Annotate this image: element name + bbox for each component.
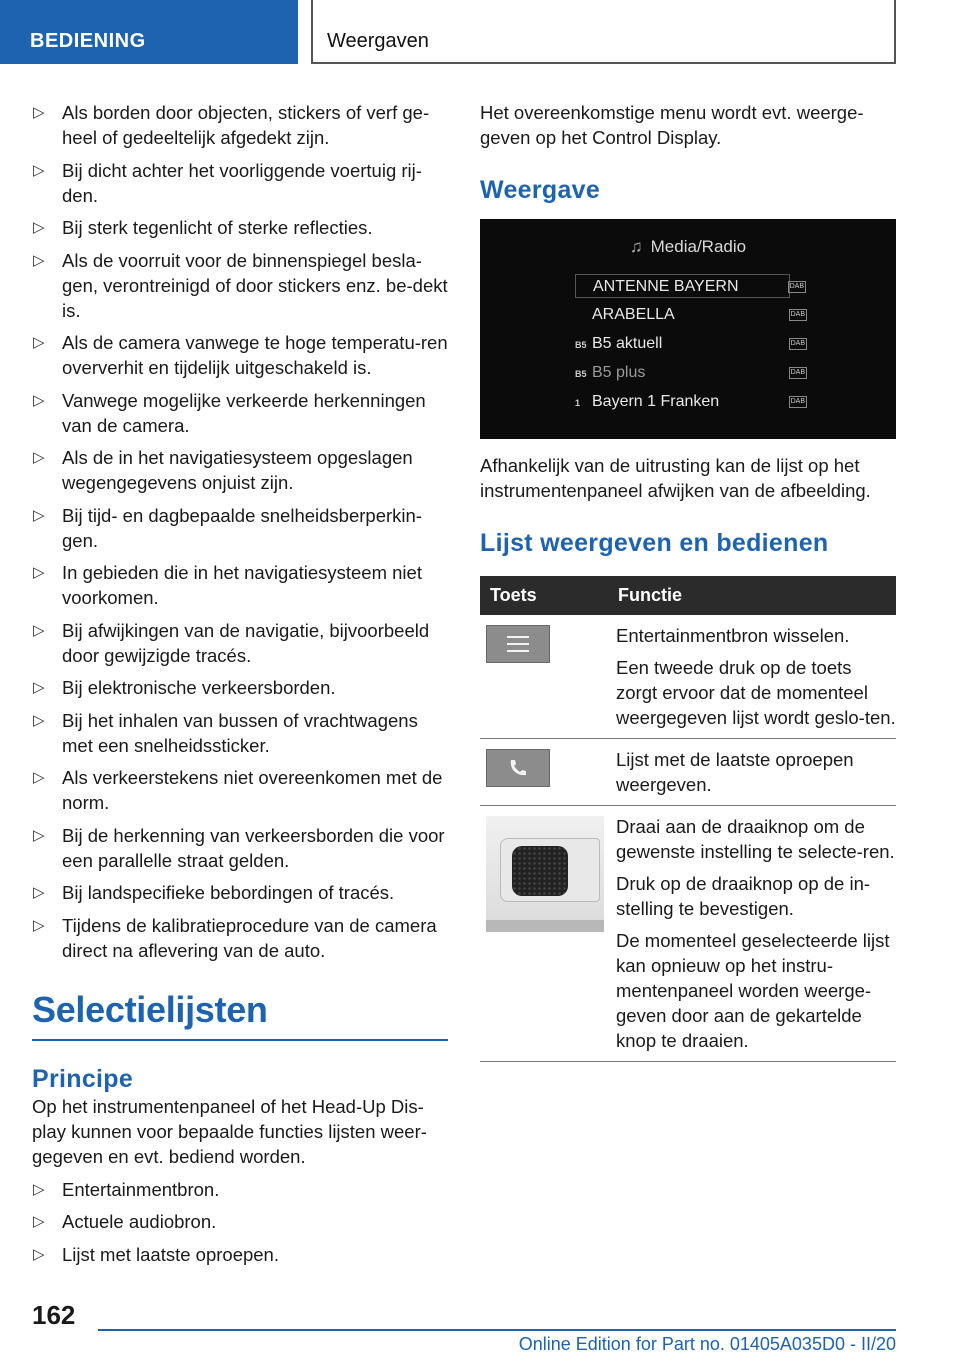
list-item-text: Actuele audiobron. (62, 1211, 217, 1232)
function-text: Entertainmentbron wisselen. (616, 625, 850, 646)
table-row (480, 806, 896, 1062)
table-row (480, 739, 896, 806)
bullet-triangle-icon: ▷ (33, 391, 45, 409)
bullet-triangle-icon: ▷ (33, 1180, 45, 1198)
list-item (32, 708, 448, 758)
media-icon: ♫ (629, 237, 643, 256)
list-item-text: Bij tijd- en dagbepaalde snelheidsberperkin‐gen. (62, 504, 422, 551)
col-header-key: Toets (480, 576, 608, 615)
principle-paragraph: Op het instrumentenpaneel of het Head-Up Dis‐play kunnen voor bepaalde functies lijsten weer‐gegeven en evt. bediend worden. (32, 1095, 427, 1167)
station-row (575, 390, 805, 414)
station-row (575, 361, 805, 385)
list-item-text: Als de in het navigatiesysteem opgeslagen wegengegevens onjuist zijn. (62, 447, 413, 493)
list-item-text: Als borden door objecten, stickers of verf ge‐heel of gedeeltelijk afgedekt zijn. (62, 102, 430, 148)
dab-badge: DAB (788, 281, 806, 293)
station-logo: B5 (575, 340, 587, 350)
function-cell (608, 806, 896, 1062)
list-item (32, 215, 448, 240)
list-item (32, 765, 448, 815)
right-column (480, 100, 896, 1062)
list-item (32, 1242, 448, 1267)
list-item-text: Als verkeerstekens niet overeenkomen met de norm. (62, 767, 443, 813)
bullet-triangle-icon: ▷ (33, 621, 45, 639)
list-item (32, 100, 448, 150)
screen-title-text: Media/Radio (650, 237, 747, 256)
dab-badge: DAB (789, 396, 807, 408)
list-item (32, 248, 448, 323)
function-text: De momenteel geselecteerde lijst kan opnieuw op het instru‐mentenpaneel worden weerge‐geven door aan de gekartelde knop te draaien. (616, 930, 890, 1051)
dab-badge: DAB (789, 367, 807, 379)
station-row (575, 303, 805, 327)
list-item-text: Bij elektronische verkeersborden. (62, 677, 336, 698)
keys-table (480, 576, 896, 1062)
bullet-triangle-icon: ▷ (33, 826, 45, 844)
station-logo: B5 (575, 369, 587, 379)
list-button-icon (486, 625, 550, 663)
list-item (32, 675, 448, 700)
list-item (32, 823, 448, 873)
section-heading: Selectielijsten (32, 989, 448, 1041)
list-item-text: Bij landspecifieke bebordingen of tracés. (62, 882, 395, 903)
section-label: BEDIENING (0, 0, 298, 64)
function-text: Druk op de draaiknop op de in‐stelling te bevestigen. (616, 873, 871, 919)
list-item (32, 913, 448, 963)
list-item (32, 1209, 448, 1234)
list-item (32, 1177, 448, 1202)
bullet-triangle-icon: ▷ (33, 161, 45, 179)
left-column (32, 100, 448, 1274)
col-header-function: Functie (608, 576, 896, 615)
function-text: Lijst met de laatste oproepen weergeven. (616, 749, 854, 795)
bullet-triangle-icon: ▷ (33, 334, 45, 351)
dab-badge: DAB (789, 338, 807, 350)
list-item (32, 560, 448, 610)
list-item-text: Bij sterk tegenlicht of sterke reflecties. (62, 217, 373, 238)
display-heading: Weergave (480, 176, 601, 204)
bullet-triangle-icon: ▷ (33, 711, 45, 729)
bullet-triangle-icon: ▷ (33, 251, 45, 269)
limitations-list (32, 100, 448, 963)
bullet-triangle-icon: ▷ (33, 916, 45, 934)
list-item (32, 388, 448, 438)
list-item-text: In gebieden die in het navigatiesysteem niet voorkomen. (62, 562, 422, 608)
chapter-label: Weergaven (311, 0, 896, 64)
bullet-triangle-icon: ▷ (33, 679, 45, 696)
list-item-text: Lijst met laatste oproepen. (62, 1243, 279, 1265)
function-text: Een tweede druk op de toets zorgt ervoor dat de momenteel weergegeven lijst wordt geslo‐ten. (616, 657, 896, 728)
bullet-triangle-icon: ▷ (33, 564, 45, 581)
rotary-knob-icon (486, 816, 604, 932)
list-item-text: Vanwege mogelijke verkeerde herkenningen van de camera. (62, 389, 426, 436)
list-item (32, 445, 448, 495)
image-caption: Afhankelijk van de uitrusting kan de lijst op het instrumentenpaneel afwijken van de afbeelding. (480, 455, 871, 501)
list-item (32, 158, 448, 208)
station-logo: 1 (575, 398, 581, 408)
bullet-triangle-icon: ▷ (33, 449, 45, 466)
table-row (480, 615, 896, 739)
list-item-text: Bij de herkenning van verkeersborden die voor een parallelle straat gelden. (62, 824, 445, 871)
subsection-heading: Principe (32, 1064, 134, 1093)
list-item (32, 503, 448, 553)
control-display-image (480, 219, 896, 439)
list-item-text: Bij dicht achter het voorliggende voertuig rij‐den. (62, 159, 422, 206)
function-cell (608, 739, 896, 806)
list-types (32, 1177, 448, 1267)
function-text: Draai aan de draaiknop om de gewenste instelling te selecte‐ren. (616, 816, 895, 862)
bullet-triangle-icon: ▷ (33, 219, 45, 236)
list-item (32, 618, 448, 668)
list-item-text: Bij het inhalen van bussen of vrachtwagens met een snelheidssticker. (62, 709, 418, 756)
list-item-text: Als de camera vanwege te hoge temperatu‐ren oververhit en tijdelijk uitgeschakeld is. (62, 332, 448, 378)
dab-badge: DAB (789, 309, 807, 321)
bullet-triangle-icon: ▷ (33, 884, 45, 901)
screen-title (480, 237, 896, 257)
intro-paragraph: Het overeenkomstige menu wordt evt. weerge‐geven op het Control Display. (480, 102, 864, 148)
station-name: Bayern 1 Franken (592, 393, 720, 410)
list-item-text: Als de voorruit voor de binnenspiegel besla‐gen, verontreinigd of door stickers enz. be‐dekt is. (62, 249, 448, 321)
bullet-triangle-icon: ▷ (33, 506, 45, 524)
footer-divider (98, 1329, 896, 1331)
phone-button-icon (486, 749, 550, 787)
bullet-triangle-icon: ▷ (33, 1245, 45, 1263)
bullet-triangle-icon: ▷ (33, 104, 45, 121)
station-name: ANTENNE BAYERN (593, 278, 739, 295)
list-heading: Lijst weergeven en bedienen (480, 529, 829, 557)
station-name: B5 plus (592, 364, 646, 381)
list-item-text: Bij afwijkingen van de navigatie, bijvoorbeeld door gewijzigde tracés. (62, 619, 430, 666)
station-name: ARABELLA (592, 306, 675, 323)
bullet-triangle-icon: ▷ (33, 1213, 45, 1230)
edition-note: Online Edition for Part no. 01405A035D0 - II/20 (518, 1334, 896, 1354)
list-item-text: Tijdens de kalibratieprocedure van de camera direct na aflevering van de auto. (62, 914, 437, 961)
list-item (32, 330, 448, 380)
page-header (0, 0, 960, 66)
station-name: B5 aktuell (592, 335, 663, 352)
list-item (32, 880, 448, 905)
station-row (575, 332, 805, 356)
bullet-triangle-icon: ▷ (33, 769, 45, 786)
list-item-text: Entertainmentbron. (62, 1178, 220, 1200)
function-cell (608, 615, 896, 739)
page-number: 162 (32, 1300, 76, 1330)
station-row (575, 274, 804, 298)
